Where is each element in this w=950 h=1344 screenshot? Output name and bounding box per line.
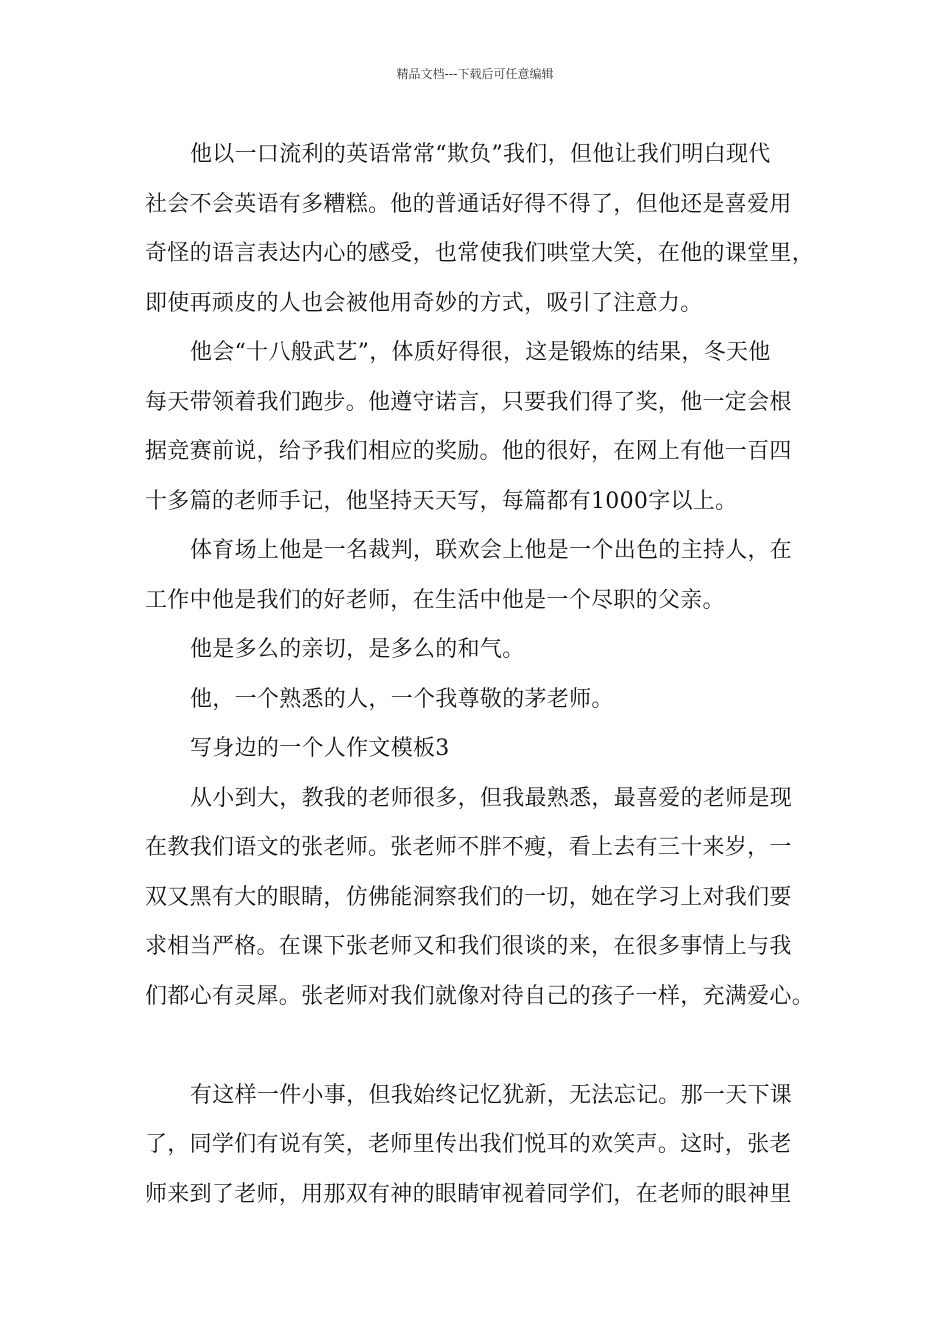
text-line: 师来到了老师，用那双有神的眼睛审视着同学们，在老师的眼神里 bbox=[145, 1181, 792, 1207]
text-line: 奇怪的语言表达内心的感受，也常使我们哄堂大笑，在他的课堂里， bbox=[145, 241, 815, 266]
text-line: 十多篇的老师手记，他坚持天天写，每篇都有1000字以上。 bbox=[145, 488, 738, 514]
text-line: 双又黑有大的眼睛，仿佛能洞察我们的一切，她在学习上对我们要 bbox=[145, 884, 792, 910]
document-body bbox=[145, 130, 825, 1219]
text-line: 他会“十八般武艺”，体质好得很，这是锻炼的结果，冬天他 bbox=[190, 340, 771, 365]
text-line: 据竞赛前说，给予我们相应的奖励。他的很好，在网上有他一百四 bbox=[145, 439, 792, 464]
text-line: 从小到大，教我的老师很多，但我最熟悉，最喜爱的老师是现 bbox=[190, 785, 793, 811]
text-line: 工作中他是我们的好老师，在生活中他是一个尽职的父亲。 bbox=[145, 587, 725, 613]
text-line: 有这样一件小事，但我始终记忆犹新，无法忘记。那一天下课 bbox=[190, 1082, 793, 1108]
text-line: 体育场上他是一名裁判，联欢会上他是一个出色的主持人，在 bbox=[190, 538, 793, 563]
page-header: 精品文档---下载后可任意编辑 bbox=[396, 67, 554, 81]
text-line: 社会不会英语有多糟糕。他的普通话好得不得了，但他还是喜爱用 bbox=[145, 191, 792, 217]
text-line: 他，一个熟悉的人，一个我尊敬的茅老师。 bbox=[190, 686, 614, 712]
paragraph-gap bbox=[145, 1021, 825, 1071]
text-line: 他以一口流利的英语常常“欺负”我们，但他让我们明白现代 bbox=[190, 142, 771, 167]
text-line: 即使再顽皮的人也会被他用奇妙的方式，吸引了注意力。 bbox=[145, 290, 703, 316]
section-title: 写身边的一个人作文模板3 bbox=[190, 736, 450, 761]
text-line: 他是多么的亲切，是多么的和气。 bbox=[190, 637, 525, 662]
text-line: 们都心有灵犀。张老师对我们就像对待自己的孩子一样，充满爱心。 bbox=[145, 983, 815, 1009]
text-line: 求相当严格。在课下张老师又和我们很谈的来，在很多事情上与我 bbox=[145, 934, 792, 959]
text-line: 了，同学们有说有笑，老师里传出我们悦耳的欢笑声。这时，张老 bbox=[145, 1132, 792, 1157]
text-line: 每天带领着我们跑步。他遵守诺言，只要我们得了奖，他一定会根 bbox=[145, 389, 792, 415]
text-line: 在教我们语文的张老师。张老师不胖不瘦，看上去有三十来岁，一 bbox=[145, 835, 792, 860]
